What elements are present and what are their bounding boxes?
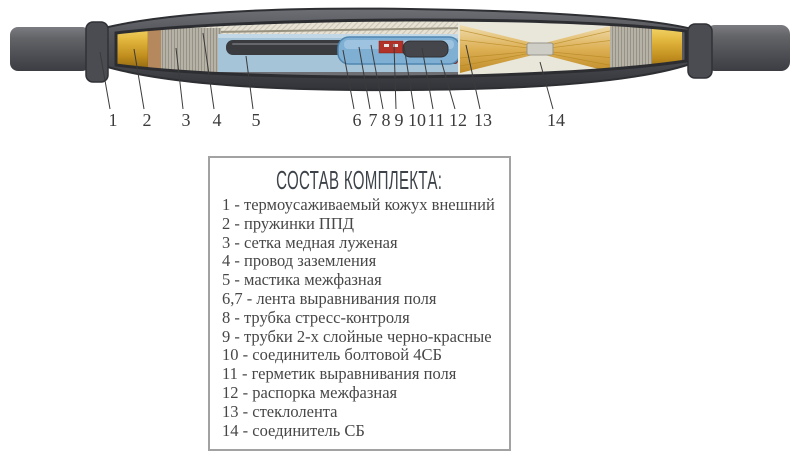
callout-number-9: 9 (394, 110, 404, 130)
callout-number-7: 7 (368, 110, 378, 130)
kit-list-item-8: 8 - трубка стресс-контроля (222, 307, 410, 327)
copper-ring (148, 28, 161, 72)
kit-list-item-5: 5 - мастика межфазная (222, 270, 382, 290)
callout-number-12: 12 (449, 110, 467, 130)
callout-number-8: 8 (381, 110, 391, 130)
kit-list-item-9: 9 - трубки 2-х слойные черно-красные (222, 326, 492, 346)
kit-list-item-13: 13 - стеклолента (222, 401, 338, 421)
callout-number-10: 10 (408, 110, 426, 130)
mesh-texture-left (161, 28, 221, 74)
kit-list-item-3: 3 - сетка медная луженая (222, 232, 398, 252)
callout-number-6: 6 (352, 110, 362, 130)
kit-list-item-11: 11 - герметик выравнивания поля (222, 364, 457, 384)
black-red-two-layer-tube (379, 41, 403, 53)
kit-list-item-1: 1 - термоусаживаемый кожух внешний (222, 195, 495, 214)
cable-right (706, 25, 790, 71)
kit-list-item-4: 4 - провод заземления (222, 251, 377, 271)
kit-list-item-14: 14 - соединитель СБ (222, 420, 365, 440)
callout-number-4: 4 (212, 110, 222, 130)
cable-joint-illustration (0, 0, 800, 145)
callout-number-11: 11 (427, 110, 445, 130)
jacket-collar-left (86, 22, 108, 82)
connector-sb (527, 43, 553, 55)
callout-number-2: 2 (142, 110, 152, 130)
bolt-connector-4sb (403, 41, 448, 57)
kit-contents-box (208, 156, 511, 451)
kit-contents-title: СОСТАВ КОМПЛЕКТА: (276, 165, 443, 195)
cable-left (10, 27, 90, 71)
kit-contents-header (210, 167, 509, 193)
cable-joint-diagram (0, 0, 800, 145)
callout-number-14: 14 (547, 110, 565, 130)
jacket-collar-right (688, 24, 712, 78)
callout-number-1: 1 (108, 110, 118, 130)
callout-number-3: 3 (181, 110, 191, 130)
kit-list-item-2: 2 - пружинки ППД (222, 213, 355, 233)
kit-list-item-6-7: 6,7 - лента выравнивания поля (222, 288, 437, 308)
tube-marking (384, 44, 389, 47)
kit-list-item-12: 12 - распорка межфазная (222, 382, 398, 402)
kit-list (210, 196, 509, 440)
callout-number-5: 5 (251, 110, 261, 130)
kit-list-item-10: 10 - соединитель болтовой 4СБ (222, 345, 442, 365)
callout-number-13: 13 (474, 110, 492, 130)
